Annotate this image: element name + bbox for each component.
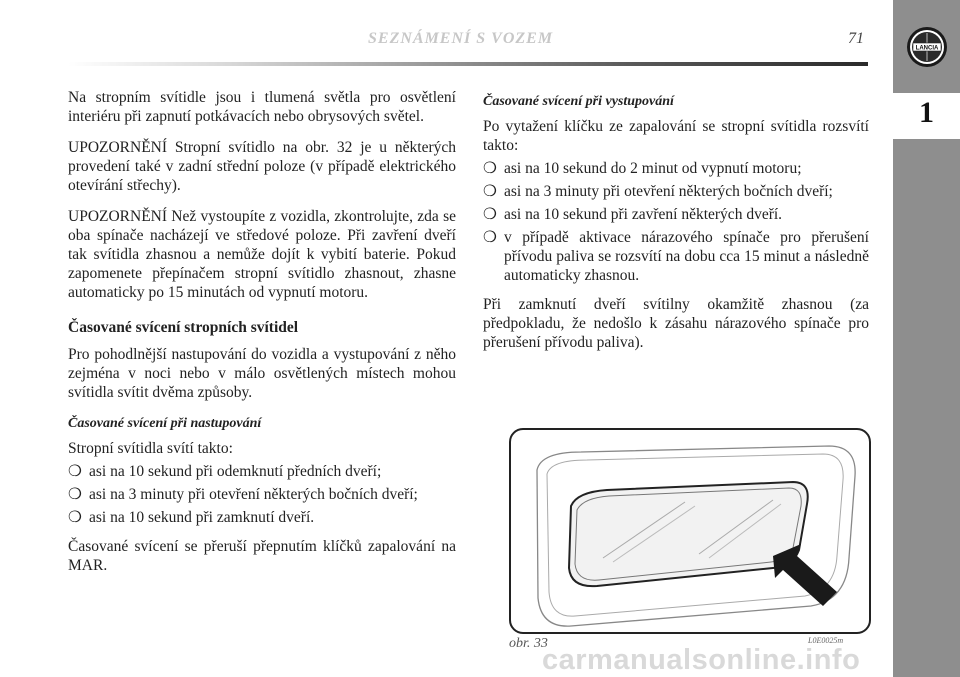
paragraph: Stropní svítidla svítí takto: <box>68 440 233 457</box>
figure-33 <box>509 428 871 634</box>
section-number: 1 <box>919 96 934 129</box>
list-item: ❍ asi na 3 minuty při otevření některých bočních dveří; <box>68 486 418 503</box>
subsection-heading: Časované svícení při vystupování <box>483 94 674 109</box>
circle-bullet-icon: ❍ <box>483 160 497 177</box>
figure-code: L0E0025m <box>808 636 844 645</box>
ceiling-lamp-illustration <box>511 430 869 632</box>
bullet-list <box>483 159 869 285</box>
paragraph: Pro pohodlnější nastupování do vozidla a vystupování z něho zejména v noci nebo v málo osvětlených místech mohou svítidla svítit dvěma způsoby. <box>68 346 456 401</box>
paragraph: Při zamknutí dveří svítilny okamžitě zhasnou (za předpokladu, že nedošlo k zásahu nárazového spínače pro přerušení přívodu paliva). <box>483 296 869 351</box>
header-title: SEZNÁMENÍ S VOZEM <box>368 30 554 47</box>
list-item: ❍ asi na 10 sekund při zavření některých dveří. <box>483 206 783 223</box>
list-item: ❍ v případě aktivace nárazového spínače pro přerušení přívodu paliva se rozsvítí na dobu cca 15 minut a následně automaticky zhasnou. <box>483 229 869 284</box>
circle-bullet-icon: ❍ <box>483 183 497 200</box>
circle-bullet-icon: ❍ <box>68 463 82 480</box>
arrow-icon <box>773 544 837 606</box>
circle-bullet-icon: ❍ <box>68 509 82 526</box>
watermark: carmanualsonline.info <box>542 644 861 676</box>
right-column <box>483 92 869 364</box>
left-column <box>68 88 456 587</box>
warning-paragraph: UPOZORNĚNÍ Než vystoupíte z vozidla, zkontrolujte, zda se oba spínače nacházejí ve středové poloze. Při zavření dveří tak svítidla zhasnou a nemůže dojít k vybití baterie. Pokud zapomenete přepínačem stropní svítidlo zhasnout, zhasne automaticky po 15 minutách od vypnutí motoru. <box>68 208 456 301</box>
paragraph: Časované svícení se přeruší přepnutím klíčků zapalování na MAR. <box>68 538 456 574</box>
circle-bullet-icon: ❍ <box>483 206 497 223</box>
figure-caption: obr. 33 <box>509 636 548 651</box>
logo-text: LANCIA <box>915 45 939 52</box>
section-heading: Časované svícení stropních svítidel <box>68 319 299 336</box>
warning-paragraph: UPOZORNĚNÍ Stropní svítidlo na obr. 32 je u některých provedení také v zadní střední poloze (v případě elektrického otevírání střechy). <box>68 139 456 194</box>
list-item: ❍ asi na 10 sekund při odemknutí předních dveří; <box>68 463 382 480</box>
bullet-list <box>68 462 456 527</box>
subsection-heading: Časované svícení při nastupování <box>68 416 262 431</box>
paragraph: Po vytažení klíčku ze zapalování se stropní svítidla rozsvítí takto: <box>483 118 869 154</box>
header-rule <box>68 62 868 66</box>
page-number: 71 <box>848 30 864 47</box>
circle-bullet-icon: ❍ <box>483 229 497 246</box>
list-item: ❍ asi na 10 sekund do 2 minut od vypnutí motoru; <box>483 160 802 177</box>
list-item: ❍ asi na 3 minuty při otevření některých bočních dveří; <box>483 183 833 200</box>
list-item: ❍ asi na 10 sekund při zamknutí dveří. <box>68 509 315 526</box>
circle-bullet-icon: ❍ <box>68 486 82 503</box>
paragraph: Na stropním svítidle jsou i tlumená světla pro osvětlení interiéru při zapnutí potkávacích nebo obrysových světel. <box>68 89 456 125</box>
sidebar <box>893 0 960 677</box>
lancia-logo-icon <box>906 26 948 68</box>
